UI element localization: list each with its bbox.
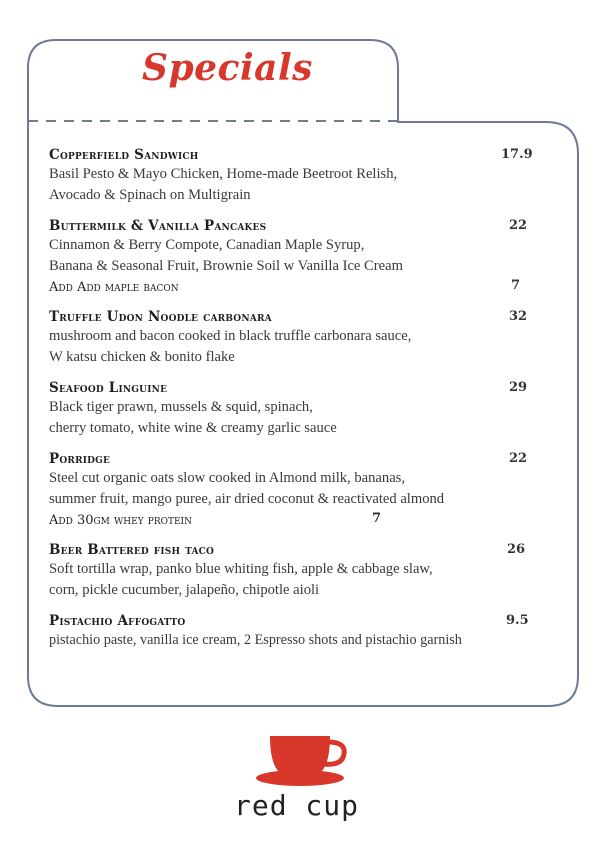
addon-label: Add Add maple bacon [49, 280, 179, 295]
item-addon [49, 276, 527, 296]
item-name: Beer Battered fish taco [49, 542, 215, 558]
item-description: Soft tortilla wrap, panko blue whiting fish, apple & cabbage slaw, [49, 561, 433, 577]
item-name: Porridge [49, 451, 111, 467]
item-description: mushroom and bacon cooked in black truffle carbonara sauce, [49, 328, 412, 344]
item-name: Seafood Linguine [49, 380, 168, 396]
item-addon [49, 509, 527, 529]
item-description: W katsu chicken & bonito flake [49, 348, 235, 365]
menu-item-list [49, 146, 533, 663]
item-name: Copperfield Sandwich [49, 147, 199, 163]
addon-price: 7 [372, 511, 382, 526]
item-description: summer fruit, mango puree, air dried coconut & reactivated almond [49, 490, 445, 507]
item-price: 17.9 [501, 147, 533, 162]
menu-item [49, 308, 527, 367]
item-price: 29 [509, 380, 528, 395]
item-price: 22 [509, 451, 528, 466]
addon-label: Add 30gm whey protein [49, 513, 192, 528]
item-name: Truffle Udon Noodle carbonara [49, 309, 272, 325]
item-name: Pistachio Affogatto [49, 613, 186, 629]
menu-item [49, 217, 527, 296]
menu-item [49, 612, 527, 651]
item-price: 22 [509, 218, 528, 233]
item-description: Black tiger prawn, mussels & squid, spinach, [49, 399, 313, 415]
item-name: Buttermilk & Vanilla Pancakes [49, 218, 267, 234]
item-description: Banana & Seasonal Fruit, Brownie Soil w Vanilla Ice Cream [49, 257, 403, 274]
page-title: Specials [142, 47, 313, 89]
brand-name: red cup [233, 789, 359, 822]
item-price: 9.5 [506, 613, 529, 628]
menu-item [49, 541, 527, 600]
item-description: Basil Pesto & Mayo Chicken, Home-made Beetroot Relish, [49, 166, 398, 182]
item-description: pistachio paste, vanilla ice cream, 2 Espresso shots and pistachio garnish [49, 632, 462, 648]
menu-item [49, 146, 533, 205]
menu-item [49, 450, 527, 529]
item-description: Steel cut organic oats slow cooked in Almond milk, bananas, [49, 470, 406, 486]
item-description: cherry tomato, white wine & creamy garlic sauce [49, 419, 337, 436]
item-description: Avocado & Spinach on Multigrain [49, 186, 251, 203]
item-price: 32 [509, 309, 528, 324]
item-price: 26 [507, 542, 526, 557]
menu-item [49, 379, 527, 438]
item-description: corn, pickle cucumber, jalapeño, chipotle aioli [49, 581, 320, 598]
addon-price: 7 [511, 278, 521, 293]
item-description: Cinnamon & Berry Compote, Canadian Maple Syrup, [49, 237, 365, 253]
